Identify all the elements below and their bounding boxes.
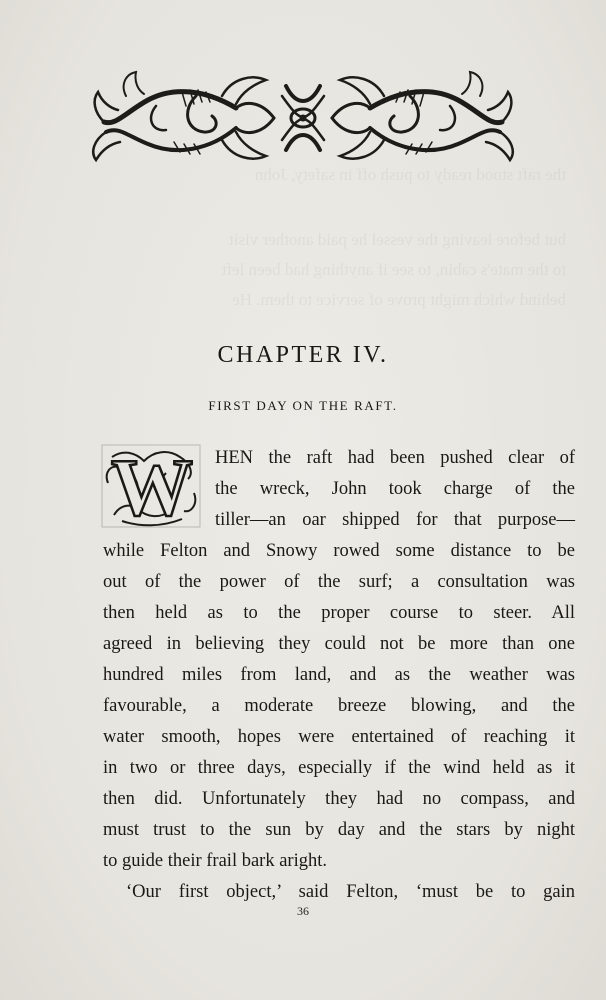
text-line: hundred miles from land, and as the weather was [103, 665, 575, 685]
text-line: then held as to the proper course to steer. All [103, 603, 575, 623]
drop-cap-letter: W [111, 443, 193, 529]
text-line: agreed in believing they could not be more than one [103, 634, 575, 654]
text-line: to guide their frail bark aright. [103, 851, 327, 871]
text-line: then did. Unfortunately they had no compass, and [103, 789, 575, 809]
show-through-text: the raft stood ready to push off in safety, John [254, 165, 566, 184]
drop-cap [100, 443, 202, 529]
drop-cap-ornament-icon [100, 443, 202, 529]
text-line: in two or three days, especially if the wind held as it [103, 758, 575, 778]
ornamental-headpiece-icon [86, 66, 520, 170]
text-line: HEN the raft had been pushed clear of [215, 448, 575, 468]
text-line: ‘Our first object,’ said Felton, ‘must be to gain [126, 882, 575, 902]
text-line: favourable, a moderate breeze blowing, and the [103, 696, 575, 716]
text-line: water smooth, hopes were entertained of reaching it [103, 727, 575, 747]
text-line: out of the power of the surf; a consultation was [103, 572, 575, 592]
show-through-text: to the mate's cabin, to see if anything had been left [221, 260, 566, 279]
text-line: must trust to the sun by day and the stars by night [103, 820, 575, 840]
chapter-subtitle: FIRST DAY ON THE RAFT. [208, 398, 398, 413]
show-through-text: behind which might prove of service to them. He [232, 290, 566, 309]
show-through-text: but before leaving the vessel he paid another visit [228, 230, 566, 249]
text-line: the wreck, John took charge of the [215, 479, 575, 499]
text-line: while Felton and Snowy rowed some distance to be [103, 541, 575, 561]
text-line: tiller—an oar shipped for that purpose— [215, 510, 575, 530]
page-number: 36 [297, 904, 309, 918]
chapter-title: CHAPTER IV. [217, 342, 389, 368]
